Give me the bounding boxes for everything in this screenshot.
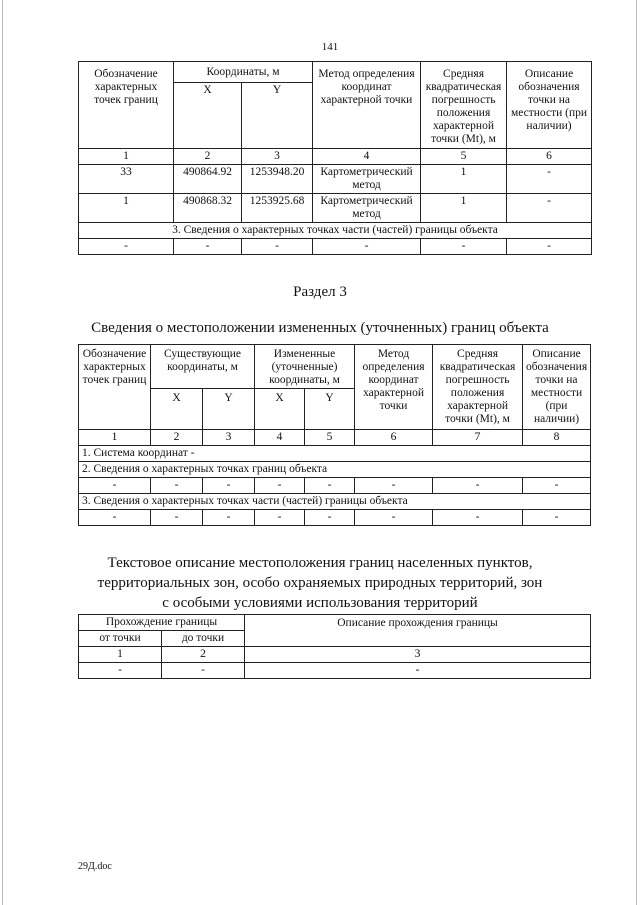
cell-dash: -	[242, 239, 313, 255]
table-row	[79, 663, 591, 679]
col-number: 4	[255, 430, 305, 446]
header-designation: Обозначение характерных точек границ	[79, 345, 151, 430]
table-row	[79, 194, 592, 223]
col-number: 3	[203, 430, 255, 446]
header-to-point: до точки	[162, 631, 245, 647]
header-description: Описание прохождения границы	[245, 615, 591, 647]
cell-method: Картометрический метод	[313, 194, 421, 223]
cell-dash: -	[203, 510, 255, 526]
cell-dash: -	[79, 478, 151, 494]
cell-dash: -	[79, 510, 151, 526]
header-existing-x: X	[151, 389, 203, 430]
col-number: 3	[245, 647, 591, 663]
table-row	[79, 478, 591, 494]
col-number: 3	[242, 149, 313, 165]
col-number: 1	[79, 647, 162, 663]
cell-point: 1	[79, 194, 174, 223]
header-changed-x: X	[255, 389, 305, 430]
col-number: 1	[79, 430, 151, 446]
cell-dash: -	[523, 510, 591, 526]
section-title: Раздел 3	[293, 284, 347, 300]
cell-dash: -	[305, 510, 355, 526]
col-number: 5	[305, 430, 355, 446]
col-number: 1	[79, 149, 174, 165]
table-boundary-passage	[78, 614, 591, 679]
cell-x: 490868.32	[174, 194, 242, 223]
cell-point: 33	[79, 165, 174, 194]
section3-row: 3. Сведения о характерных точках части (частей) границы объекта	[79, 223, 592, 239]
cell-dash: -	[151, 478, 203, 494]
header-designation: Обозначение характерных точек границ	[79, 62, 174, 149]
cell-dash: -	[507, 239, 592, 255]
col-number: 2	[174, 149, 242, 165]
cell-accuracy: 1	[421, 165, 507, 194]
header-passage: Прохождение границы	[79, 615, 245, 631]
header-y: Y	[242, 83, 313, 149]
cell-dash: -	[421, 239, 507, 255]
table-row	[79, 239, 592, 255]
cell-accuracy: 1	[421, 194, 507, 223]
cell-dash: -	[433, 510, 523, 526]
col-number: 6	[507, 149, 592, 165]
cell-dash: -	[79, 663, 162, 679]
cell-dash: -	[255, 478, 305, 494]
cell-dash: -	[245, 663, 591, 679]
footer-filename: 29Д.doc	[78, 861, 112, 872]
col-number: 2	[151, 430, 203, 446]
cell-method: Картометрический метод	[313, 165, 421, 194]
header-x: X	[174, 83, 242, 149]
header-accuracy: Средняя квадратическая погрешность положения характерной точки (Mt), м	[433, 345, 523, 430]
cell-dash: -	[305, 478, 355, 494]
cell-marking: -	[507, 165, 592, 194]
header-method: Метод определения координат характерной точки	[355, 345, 433, 430]
part-points-row: 3. Сведения о характерных точках части (частей) границы объекта	[79, 494, 591, 510]
cell-dash: -	[313, 239, 421, 255]
coord-system-row: 1. Система координат -	[79, 446, 591, 462]
col-number: 4	[313, 149, 421, 165]
header-changed: Измененные (уточненные) координаты, м	[255, 345, 355, 389]
header-changed-y: Y	[305, 389, 355, 430]
col-number: 8	[523, 430, 591, 446]
scan-edge-left	[2, 0, 3, 905]
text-description-title: Текстовое описание местоположения границ населенных пунктов, территориальных зон, особо охраняемых природных территорий, зон с особыми условиями использования территорий	[97, 555, 543, 611]
header-from-point: от точки	[79, 631, 162, 647]
cell-y: 1253948.20	[242, 165, 313, 194]
section-subtitle: Сведения о местоположении измененных (уточненных) границ объекта	[91, 320, 549, 336]
header-marking: Описание обозначения точки на местности (при наличии)	[507, 62, 592, 149]
header-coords: Координаты, м	[174, 62, 313, 83]
header-accuracy: Средняя квадратическая погрешность положения характерной точки (Mt), м	[421, 62, 507, 149]
cell-dash: -	[203, 478, 255, 494]
cell-x: 490864.92	[174, 165, 242, 194]
col-number: 5	[421, 149, 507, 165]
cell-dash: -	[523, 478, 591, 494]
scan-edge-right	[636, 0, 637, 905]
table-row	[79, 510, 591, 526]
table-row	[79, 165, 592, 194]
cell-dash: -	[174, 239, 242, 255]
header-method: Метод определения координат характерной точки	[313, 62, 421, 149]
table-changed-boundaries	[78, 344, 591, 526]
boundary-points-row: 2. Сведения о характерных точках границ объекта	[79, 462, 591, 478]
table-characteristic-points	[78, 61, 592, 255]
cell-dash: -	[151, 510, 203, 526]
page-number: 141	[321, 41, 339, 53]
col-number: 2	[162, 647, 245, 663]
cell-dash: -	[79, 239, 174, 255]
cell-dash: -	[255, 510, 305, 526]
col-number: 7	[433, 430, 523, 446]
header-existing-y: Y	[203, 389, 255, 430]
cell-dash: -	[162, 663, 245, 679]
cell-y: 1253925.68	[242, 194, 313, 223]
header-marking: Описание обозначения точки на местности (при наличии)	[523, 345, 591, 430]
cell-dash: -	[355, 510, 433, 526]
cell-dash: -	[433, 478, 523, 494]
col-number: 6	[355, 430, 433, 446]
cell-dash: -	[355, 478, 433, 494]
cell-marking: -	[507, 194, 592, 223]
header-existing: Существующие координаты, м	[151, 345, 255, 389]
